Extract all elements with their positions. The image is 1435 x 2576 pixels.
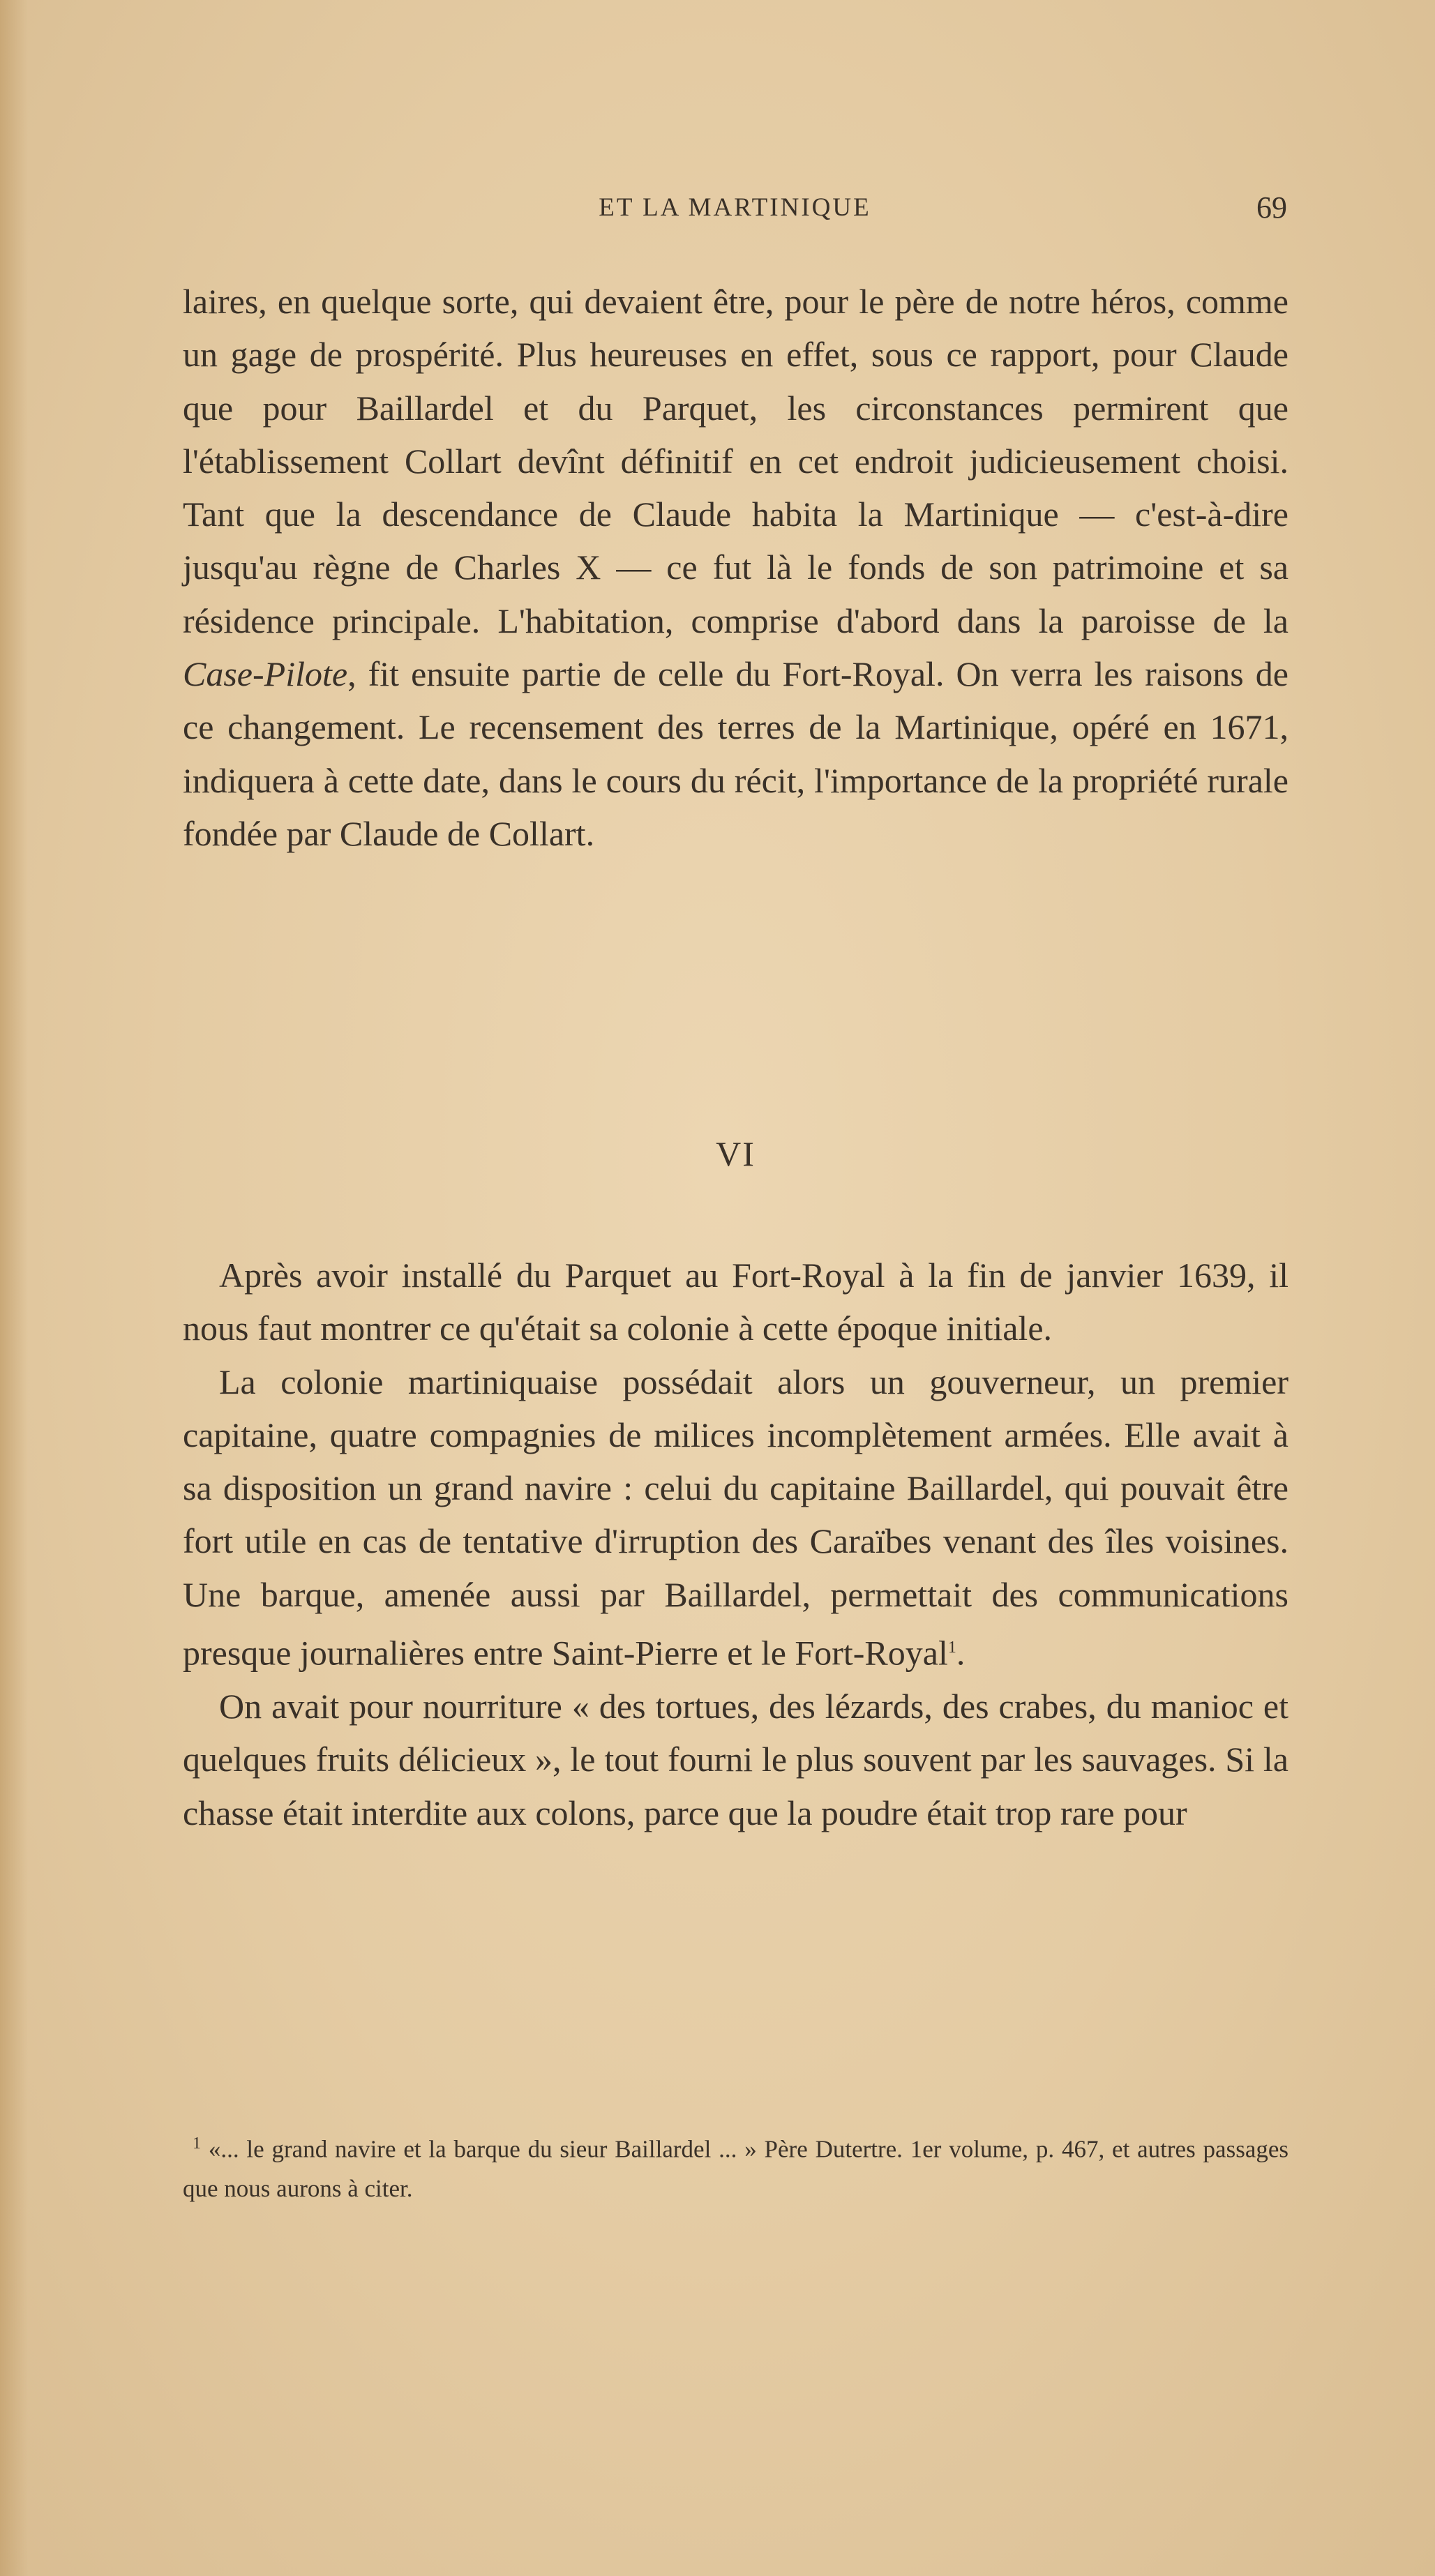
footnote-1-text: «... le grand navire et la barque du sieur Baillardel ... » Père Dutertre. 1er volume, p. 467, et autres passages que nous aurons à citer.	[183, 2135, 1289, 2202]
text-block-top	[183, 275, 1289, 860]
running-title: ET LA MARTINIQUE	[599, 193, 871, 222]
paragraph-1-italic: Case-Pilote	[183, 654, 348, 694]
paragraph-2: Après avoir installé du Parquet au Fort-Royal à la fin de janvier 1639, il nous faut montrer ce qu'était sa colonie à cette époque initiale.	[183, 1256, 1289, 1348]
text-block-section	[183, 1249, 1289, 1839]
paragraph-4: On avait pour nourriture « des tortues, des lézards, des crabes, du manioc et quelques fruits délicieux », le tout fourni le plus souvent par les sauvages. Si la chasse était interdite aux colons, parce que la poudre était trop rare pour	[183, 1687, 1289, 1832]
footnote-reference: 1	[947, 1639, 956, 1657]
paragraph-1-text: laires, en quelque sorte, qui devaient être, pour le père de notre héros, comme un gage de prospérité. Plus heureuses en effet, sous ce rapport, pour Claude que pour Baillardel et du Parquet, les circonstances permirent que l'établissement Collart devînt définitif en cet endroit judicieusement choisi. Tant que la descendance de Claude habita la Martinique — c'est-à-dire jusqu'au règne de Charles X — ce fut là le fonds de son patrimoine et sa résidence principale. L'habitation, comprise d'abord dans la paroisse de la	[183, 282, 1289, 640]
page-edge-shadow	[0, 0, 28, 2576]
paragraph-3-end: .	[956, 1633, 966, 1673]
page-header	[183, 190, 1287, 232]
section-heading: VI	[716, 1134, 756, 1173]
paragraph-1-end: , fit ensuite partie de celle du Fort-Royal. On verra les raisons de ce changement. Le recensement des terres de la Martinique, opéré en 1671, indiquera à cette date, dans le cours du récit, l'importance de la propriété rurale fondée par Claude de Collart.	[183, 654, 1289, 853]
footnote-1	[183, 2124, 1289, 2208]
paragraph-continuation	[183, 275, 1289, 860]
footnotes	[183, 2124, 1289, 2208]
page-number: 69	[1256, 190, 1287, 225]
paragraph-3	[183, 1355, 1289, 1680]
paragraph-3-text: La colonie martiniquaise possédait alors un gouverneur, un premier capitaine, quatre compagnies de milices incomplètement armées. Elle avait à sa disposition un grand navire : celui du capitaine Baillardel, qui pouvait être fort utile en cas de tentative d'irruption des Caraïbes venant des îles voisines. Une barque, amenée aussi par Baillardel, permettait des communications presque journalières entre Saint-Pierre et le Fort-Royal	[183, 1362, 1289, 1673]
footnote-mark: 1	[193, 2134, 201, 2153]
